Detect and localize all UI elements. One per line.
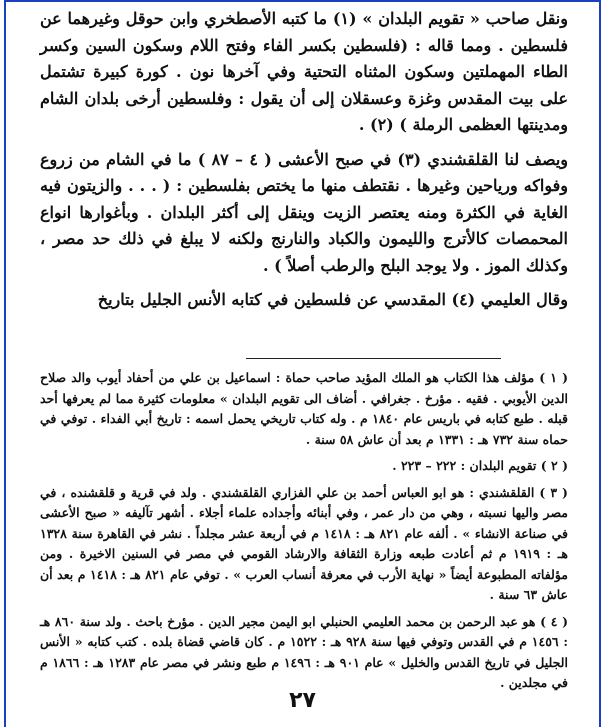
- main-text: [40, 6, 568, 314]
- page-number: ٢٧: [289, 688, 316, 713]
- paragraph-taqwim: ونقل صاحب « تقويم البلدان » (١) ما كتبه الأصطخري وابن حوقل وغيرهما عن فلسطين . ومما قاله : (فلسطين بكسر الفاء وفتح اللام وسكون السين وكسر الطاء المهملتين وسكون المثناه التحتية وفي آخرها نون . كورة كبيرة تشتمل على بيت المقدس وغزة وعسقلان إلى أن يقول : وفلسطين أرخى بلدان الشام ومدينتها العظمى الرملة ) (٢) .: [40, 9, 568, 134]
- footnote-1: ( ١ ) مؤلف هذا الكتاب هو الملك المؤيد صاحب حماة : اسماعيل بن علي من أحفاد أيوب والد صلاح الدين الأيوبي . فقيه . مؤرخ . جغرافي . أضاف الى تقويم البلدان » معلومات كثيرة مما لم يعرفها أحد قبله . طبع كتابه في باريس عام ١٨٤٠ م . وله كتاب تاريخي يحمل اسمه : تاريخ أبي الفداء . توفي في حماه سنة ٧٣٢ هـ : ١٣٣١ م بعد أن عاش ٥٨ سنة .: [40, 370, 568, 447]
- footnote-2: ( ٢ ) تقويم البلدان : ٢٢٢ – ٢٢٣ .: [392, 458, 568, 473]
- paragraph-qalqashandi: ويصف لنا القلقشندي (٣) في صبح الأعشى ( ٤ – ٨٧ ) ما في الشام من زروع وفواكه ورياحين وغيرها . نقتطف منها ما يختص بفلسطين : ( . . . والزيتون فيه الغاية في الكثرة ومنه يعتصر الزيت وينقل إلى أكثر البلدان . وبأغوارها انواع المحمصات كالأترج والليمون والكباد والنارنج ولكنه لا يبلغ في ذلك حد مصر ، وكذلك الموز . ولا يوجد البلح والرطب أصلاً ) .: [40, 149, 568, 275]
- footnote-divider: [246, 358, 501, 359]
- footnote-3: ( ٣ ) القلقشندي : هو ابو العباس أحمد بن علي الفزاري القلقشندي . ولد في قرية و قلقشنده ، في مصر واليها نسبته ، وهي من دار عمر ، وفي أبنائه وأجداده علماء أجلاء . أشهر تآليفه « صبح الأعشى في صناعة الانشاء » . ألفه عام ٨٢١ هـ : ١٤١٨ م في أربعة عشر مجلداً . نشر في القاهرة سنة ١٣٢٨ هـ : ١٩١٩ م ثم أعادت طبعه وزارة الثقافة والارشاد القومي في مصر في السنين الاخيرة . ومن مؤلفاته المطبوعة أيضاً « نهاية الأرب في معرفة أنساب العرب » . توفي عام ٨٢١ هـ : ١٤١٨ م بعد أن عاش ٦٣ سنة .: [40, 484, 568, 602]
- footnote-4: ( ٤ ) هو عبد الرحمن بن محمد العليمي الحنبلي ابو اليمن مجير الدين . مؤرخ باحث . ولد سنة ٨٦٠ هـ : ١٤٥٦ م في القدس وتوفي فيها سنة ٩٢٨ هـ : ١٥٢٢ م . كان قاضي قضاة بلده . كتب كتابه « الأنس الجليل في تاريخ القدس والخليل » عام ٩٠١ هـ : ١٤٩٦ م طبع ونشر في مصر عام ١٢٨٣ هـ : ١٨٦٦ م في مجلدين .: [40, 613, 569, 690]
- paragraph-ulaymi: وقال العليمي (٤) المقدسي عن فلسطين في كتابه الأنس الجليل بتاريخ: [97, 290, 568, 309]
- footnotes: [40, 368, 568, 700]
